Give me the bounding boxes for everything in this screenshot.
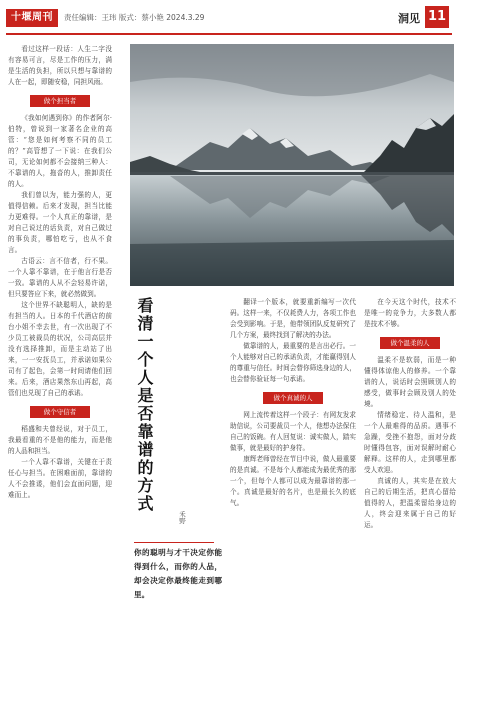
paragraph: 真诚的人，其实是在放大自己的后期生活，把真心留给值得的人，把温柔留给身边的人，终会迎来属于自己的好运。 (364, 477, 456, 529)
paragraph: 在今天这个时代，技术不是唯一的竞争力，大多数人都是技术不够。 (364, 298, 456, 328)
paragraph: 古语云：言不信者，行不果。一个人靠不靠谱，在于他言行是否一致。靠谱的人从不会轻易许诺，但只要答应下来，就必然做到。 (8, 257, 112, 298)
editor-credits: 责任编辑：王玮 版式：蔡小艳 2024.3.29 (64, 13, 205, 22)
paragraph: 我们曾以为，能力强的人，更值得信赖。后来才发现，担当比能力更难得。一个人真正的靠谱，是对自己说过的话负责，对自己做过的事负责，哪怕吃亏，也从不食言。 (8, 191, 112, 254)
article-title: 看清一个人是否靠谱的方式 (135, 297, 154, 513)
article-column-left (8, 44, 112, 699)
paragraph: 翻译一个版本，就要重新编写一次代码。这样一来，不仅耗费人力，各项工作也会受到影响。于是，他带领团队反复研究了几个方案，最终找到了解决的办法。 (230, 298, 356, 339)
pull-quote: 你的聪明与才干决定你能得到什么，而你的人品，却会决定你最终能走到哪里。 (134, 548, 222, 599)
article-author: 禾野 (178, 511, 186, 524)
subheading: 做个温柔的人 (380, 337, 440, 349)
header-divider (6, 33, 452, 35)
paragraph: 康辉老师曾经在节目中说，做人最重要的是真诚。不是每个人都能成为最优秀的那一个，但每个人都可以成为最靠谱的那一个。真诚是最好的名片，也是最长久的底气。 (230, 455, 356, 507)
article-title-block (134, 297, 190, 537)
paragraph: 看过这样一段话：人生二字没有容易可言，尽是工作的压力，满是生活的负担，所以只想与靠谱的人在一起，即随安稳，同担风雨。 (8, 45, 112, 86)
paragraph: 一个人靠不靠谱，关键在于责任心与担当。在困难面前，靠谱的人不会推诿，他们会直面问题，迎难而上。 (8, 458, 112, 499)
article-column-right (364, 297, 456, 699)
subheading: 做个真诚的人 (263, 392, 323, 404)
paragraph: 做靠谱的人，最重要的是言出必行。一个人能够对自己的承诺负责，才能赢得别人的尊重与信任。时间会替你筛选身边的人，也会替你验证每一句承诺。 (230, 342, 356, 383)
section-name: 洞见 (398, 12, 420, 25)
paragraph: 这个世界不缺聪明人，缺的是有担当的人。日本的千代酒店的前台小姐不幸去世，有一次出现了不少员工被裁员的状况，公司高层并没有选择推卸，而是主动站了出来，一一安抚员工，并承诺如果公司有了起色，会第一时间请他们回来。后来，酒店果然东山再起，高管们也兑现了自己的承诺。 (8, 301, 112, 397)
paragraph: 情绪稳定、待人温和，是一个人最难得的品质。遇事不急躁，受挫不抱怨，面对分歧时懂得包容，面对误解时耐心解释。这样的人，走到哪里都受人欢迎。 (364, 411, 456, 474)
paragraph: 《我如何遇到你》的作者阿尔·伯特，曾说到一家著名企业的高管：“您是如何考察不同的员工的？”高管想了一下说：在我们公司，无论如何都不会接纳三种人：不靠谱的人，拖沓的人，推卸责任的人。 (8, 114, 112, 188)
quote-divider (134, 542, 214, 543)
landscape-photo (130, 44, 454, 286)
subheading: 做个守信者 (30, 406, 90, 418)
paragraph: 网上流传着这样一个段子：有网友发求助信说，公司要裁员一个人，他想办法保住自己的饭碗。有人回复说：诚实做人，踏实做事，就是最好的护身符。 (230, 411, 356, 452)
article-column-middle (230, 297, 356, 699)
mountain-lake-image (130, 44, 454, 286)
paragraph: 稻盛和夫曾经说，对于员工，我最看重的不是他的能力，而是他的人品和担当。 (8, 425, 112, 455)
subheading: 做个担当者 (30, 95, 90, 107)
paragraph: 温柔不是软弱，而是一种懂得体谅他人的修养。一个靠谱的人，说话时会照顾别人的感受，做事时会顾及别人的处境。 (364, 356, 456, 408)
page-header (0, 0, 484, 36)
masthead-brand: 十堰周刊 (6, 9, 58, 27)
page-number: 11 (425, 6, 449, 28)
